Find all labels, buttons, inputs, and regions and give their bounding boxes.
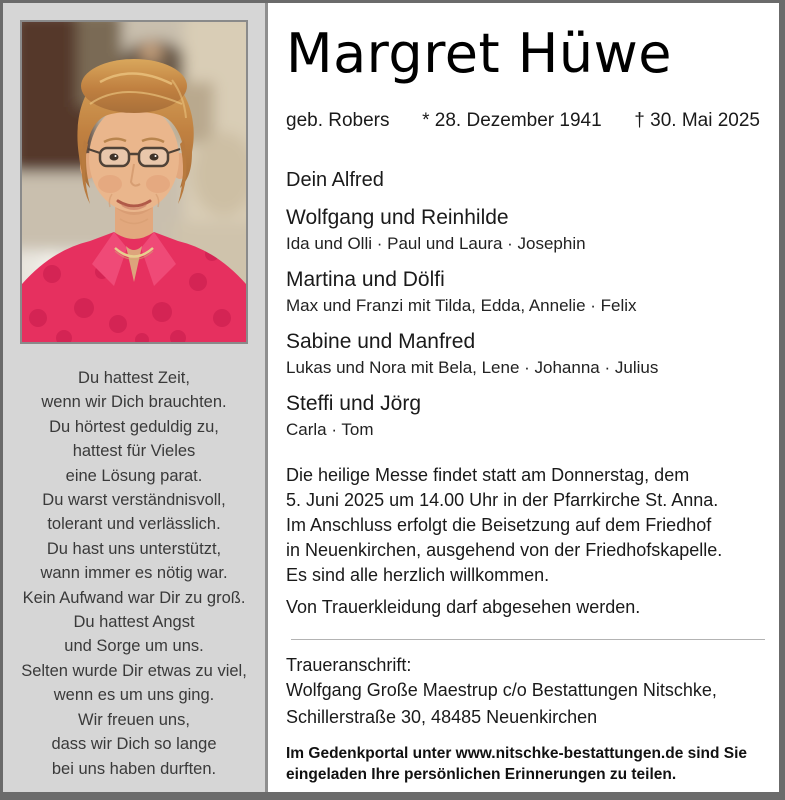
poem-line: wenn es um uns ging.: [53, 686, 215, 705]
mourner-names: Wolfgang und Reinhilde: [286, 206, 509, 229]
section-divider: [291, 639, 765, 640]
poem-line: wann immer es nötig war.: [40, 564, 228, 583]
condolence-address-line: Schillerstraße 30, 48485 Neuenkirchen: [286, 707, 598, 727]
mourner-names: Martina und Dölfi: [286, 268, 445, 291]
vital-dates-row: [286, 109, 760, 132]
poem-line: tolerant und verlässlich.: [47, 515, 221, 534]
poem-line: Du hast uns unterstützt,: [46, 539, 222, 558]
service-line: in Neuenkirchen, ausgehend von der Friedhofskapelle.: [286, 540, 723, 560]
mourner-names: Steffi und Jörg: [286, 392, 422, 415]
service-line: Im Anschluss erfolgt die Beisetzung auf dem Friedhof: [286, 515, 712, 535]
poem-line: hattest für Vieles: [72, 442, 196, 461]
death-date: † 30. Mai 2025: [634, 110, 760, 131]
deceased-name: Margret Hüwe: [286, 22, 673, 85]
service-line: 5. Juni 2025 um 14.00 Uhr in der Pfarrkirche St. Anna.: [286, 490, 719, 510]
portrait-photo-illustration: [22, 22, 246, 342]
mourner-children: Carla · Tom: [286, 420, 374, 439]
service-line: Es sind alle herzlich willkommen.: [286, 565, 550, 585]
poem-line: Du warst verständnisvoll,: [42, 491, 226, 510]
main-panel: [268, 3, 779, 792]
birth-date: * 28. Dezember 1941: [422, 110, 602, 131]
poem-line: dass wir Dich so lange: [51, 735, 217, 754]
maiden-name: geb. Robers: [286, 110, 390, 131]
memorial-portal-line: Im Gedenkportal unter www.nitschke-bestattungen.de sind Sie: [286, 745, 748, 762]
mourner-group: [286, 204, 769, 255]
poem-line: Wir freuen uns,: [78, 710, 190, 729]
poem-line: bei uns haben durften.: [51, 759, 217, 778]
service-line: Die heilige Messe findet statt am Donnerstag, dem: [286, 465, 690, 485]
mourner-group: [286, 266, 769, 317]
poem-line: Selten wurde Dir etwas zu viel,: [21, 661, 247, 680]
mourner-children: Max und Franzi mit Tilda, Edda, Annelie · Felix: [286, 296, 637, 315]
mourner-children: Lukas und Nora mit Bela, Lene · Johanna · Julius: [286, 358, 659, 377]
mourner-group: [286, 390, 769, 441]
condolence-address-line: Wolfgang Große Maestrup c/o Bestattungen Nitschke,: [286, 680, 717, 700]
mourner-children: Ida und Olli · Paul und Laura · Josephin: [286, 234, 586, 253]
poem-line: eine Lösung parat.: [65, 466, 203, 485]
poem-line: wenn wir Dich brauchten.: [41, 393, 227, 412]
left-panel: [3, 3, 268, 792]
memorial-portal-note: [286, 743, 769, 785]
service-announcement: [286, 463, 769, 588]
poem-line: Du hattest Angst: [73, 613, 195, 632]
dress-code-note: Von Trauerkleidung darf abgesehen werden.: [286, 597, 641, 617]
mourner-names: Sabine und Manfred: [286, 330, 476, 353]
mourner-group: [286, 328, 769, 379]
portrait-photo: [20, 20, 248, 344]
memorial-portal-line: eingeladen Ihre persönlichen Erinnerungen zu teilen.: [286, 766, 677, 783]
poem-line: Kein Aufwand war Dir zu groß.: [22, 588, 246, 607]
condolence-address-label: Traueranschrift:: [286, 655, 412, 675]
poem-line: Du hattest Zeit,: [78, 369, 190, 387]
poem-line: Du hörtest geduldig zu,: [49, 417, 219, 436]
memorial-poem: [21, 366, 247, 781]
poem-line: und Sorge um uns.: [64, 637, 204, 656]
salutation: Dein Alfred: [286, 169, 384, 191]
